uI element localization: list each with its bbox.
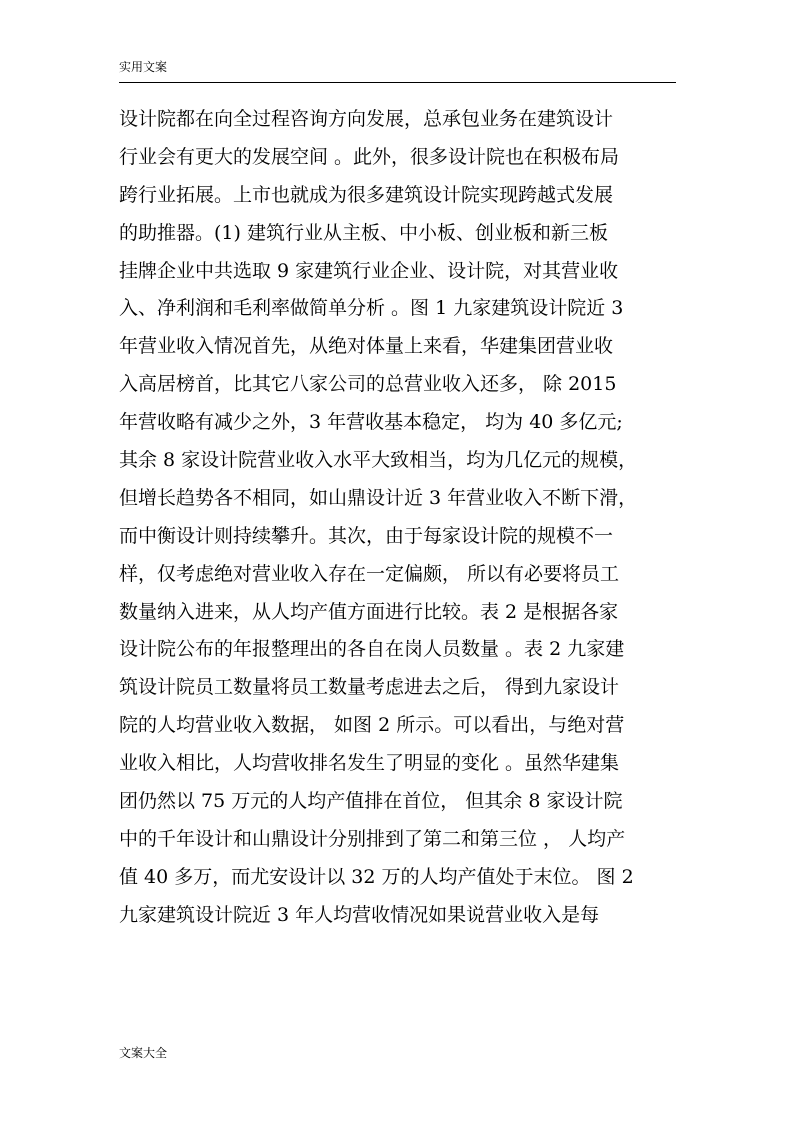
body-line: 中的千年设计和山鼎设计分别排到了第二和第三位 ， 人均产 <box>119 827 626 850</box>
body-text <box>119 101 679 935</box>
body-line: 筑设计院员工数量将员工数量考虑进去之后， 得到九家设计 <box>119 676 620 699</box>
body-line: 但增长趋势各不相同，如山鼎设计近 3 年营业收入不断下滑， <box>119 486 638 509</box>
body-line: 跨行业拓展。上市也就成为很多建筑设计院实现跨越式发展 <box>119 183 614 206</box>
body-line: 数量纳入进来，从人均产值方面进行比较。表 2 是根据各家 <box>119 600 619 623</box>
body-line: 年营业收入情况首先，从绝对体量上来看，华建集团营业收 <box>119 335 614 358</box>
body-line: 业收入相比，人均营收排名发生了明显的变化 。虽然华建集 <box>119 752 620 775</box>
body-line: 入高居榜首，比其它八家公司的总营业收入还多， 除 2015 <box>119 373 617 396</box>
body-line: 设计院公布的年报整理出的各自在岗人员数量 。表 2 九家建 <box>119 638 625 661</box>
body-line: 样，仅考虑绝对营业收入存在一定偏颇， 所以有必要将员工 <box>119 562 620 585</box>
page-header: 实用文案 <box>119 60 168 74</box>
body-line: 院的人均营业收入数据， 如图 2 所示。可以看出，与绝对营 <box>119 714 625 737</box>
header-divider <box>119 82 676 83</box>
page-footer: 文案大全 <box>119 1046 168 1060</box>
body-line: 团仍然以 75 万元的人均产值排在首位， 但其余 8 家设计院 <box>119 790 623 813</box>
body-line: 其余 8 家设计院营业收入水平大致相当，均为几亿元的规模， <box>119 449 638 472</box>
body-line: 行业会有更大的发展空间 。此外，很多设计院也在积极布局 <box>119 145 620 168</box>
body-line: 而中衡设计则持续攀升。其次，由于每家设计院的规模不一 <box>119 524 614 547</box>
body-line: 值 40 多万，而尤安设计以 32 万的人均产值处于末位。 图 2 <box>119 865 634 888</box>
body-line: 九家建筑设计院近 3 年人均营收情况如果说营业收入是每 <box>119 903 600 926</box>
body-line: 的助推器。(1) 建筑行业从主板、中小板、创业板和新三板 <box>119 221 608 244</box>
body-line: 设计院都在向全过程咨询方向发展，总承包业务在建筑设计 <box>119 108 614 130</box>
body-line: 挂牌企业中共选取 9 家建筑行业企业、设计院，对其营业收 <box>119 259 619 282</box>
body-line: 入、净利润和毛利率做简单分析 。图 1 九家建筑设计院近 3 <box>119 297 624 320</box>
body-line: 年营收略有减少之外，3 年营收基本稳定， 均为 40 多亿元; <box>119 411 623 434</box>
